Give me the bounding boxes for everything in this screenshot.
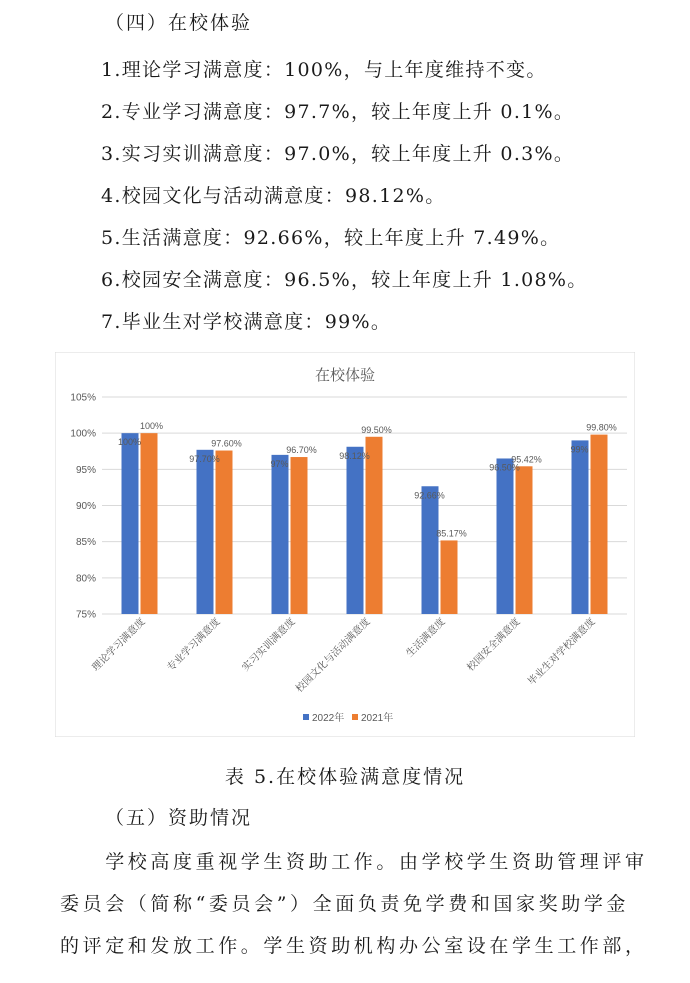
x-tick-label: 校园文化与活动满意度 xyxy=(294,616,373,695)
bar-series1 xyxy=(197,450,214,614)
table-caption: 表 5.在校体验满意度情况 xyxy=(224,766,466,788)
bar-series2 xyxy=(216,451,233,614)
legend-label: 2021年 xyxy=(361,713,394,724)
x-tick-label: 校园安全满意度 xyxy=(465,616,523,674)
paragraph-line: 的评定和发放工作。学生资助机构办公室设在学生工作部， xyxy=(60,935,648,957)
bar-data-label: 92.66% xyxy=(414,490,445,501)
list-item: 3.实习实训满意度：97.0%，较上年度上升 0.3%。 xyxy=(101,143,575,165)
satisfaction-bar-chart xyxy=(55,352,635,737)
bar-series2 xyxy=(291,457,308,614)
y-tick-label: 80% xyxy=(75,573,96,585)
bar-series1 xyxy=(422,486,439,614)
x-tick-label: 生活满意度 xyxy=(404,616,448,660)
list-item: 6.校园安全满意度：96.5%，较上年度上升 1.08%。 xyxy=(101,269,588,291)
bar-data-label: 100% xyxy=(117,437,142,448)
bar-data-label: 97% xyxy=(270,458,289,469)
bar-series2 xyxy=(516,466,533,614)
section-heading-financial-aid: （五）资助情况 xyxy=(105,807,253,829)
legend-swatch xyxy=(352,714,358,720)
bar-data-label: 99% xyxy=(570,444,589,455)
list-item: 4.校园文化与活动满意度：98.12%。 xyxy=(101,185,446,207)
bar-data-label: 99.50% xyxy=(361,424,392,435)
bar-series2 xyxy=(141,433,158,614)
bar-data-label: 96.70% xyxy=(286,445,317,456)
list-item: 7.毕业生对学校满意度：99%。 xyxy=(101,311,392,333)
legend-label: 2022年 xyxy=(312,713,345,724)
chart-title: 在校体验 xyxy=(314,367,376,384)
x-tick-label: 实习实训满意度 xyxy=(240,616,298,674)
x-tick-label: 毕业生对学校满意度 xyxy=(526,616,598,688)
bar-series1 xyxy=(347,447,364,614)
bar-data-label: 97.60% xyxy=(211,438,242,449)
y-tick-label: 75% xyxy=(75,609,96,621)
bar-series2 xyxy=(366,437,383,614)
bar-data-label: 95.42% xyxy=(511,454,542,465)
list-item: 5.生活满意度：92.66%，较上年度上升 7.49%。 xyxy=(101,227,561,249)
bar-data-label: 99.80% xyxy=(586,422,617,433)
bar-data-label: 98.12% xyxy=(339,450,370,461)
legend-swatch xyxy=(303,714,309,720)
list-item: 2.专业学习满意度：97.7%，较上年度上升 0.1%。 xyxy=(101,101,575,123)
y-tick-label: 90% xyxy=(75,501,96,512)
bar-series2 xyxy=(591,435,608,614)
bar-data-label: 96.50% xyxy=(489,462,520,473)
bar-data-label: 85.17% xyxy=(436,528,467,539)
paragraph-line: 委员会（简称“委员会”）全面负责免学费和国家奖助学金 xyxy=(60,893,630,915)
bar-data-label: 100% xyxy=(139,421,164,432)
x-tick-label: 理论学习满意度 xyxy=(90,616,148,674)
bar-series1 xyxy=(497,458,514,614)
bar-series1 xyxy=(572,440,589,614)
list-item: 1.理论学习满意度：100%，与上年度维持不变。 xyxy=(101,59,547,81)
x-tick-label: 专业学习满意度 xyxy=(165,616,223,674)
y-tick-label: 100% xyxy=(70,428,96,440)
bar-series1 xyxy=(272,455,289,614)
paragraph-line: 学校高度重视学生资助工作。由学校学生资助管理评审 xyxy=(60,851,648,873)
y-tick-label: 105% xyxy=(70,392,96,404)
y-tick-label: 85% xyxy=(75,537,96,549)
bar-data-label: 97.70% xyxy=(189,453,220,464)
y-tick-label: 95% xyxy=(75,464,96,476)
bar-series2 xyxy=(441,540,458,614)
bar-series1 xyxy=(122,433,139,614)
section-heading-school-experience: （四）在校体验 xyxy=(105,12,253,34)
